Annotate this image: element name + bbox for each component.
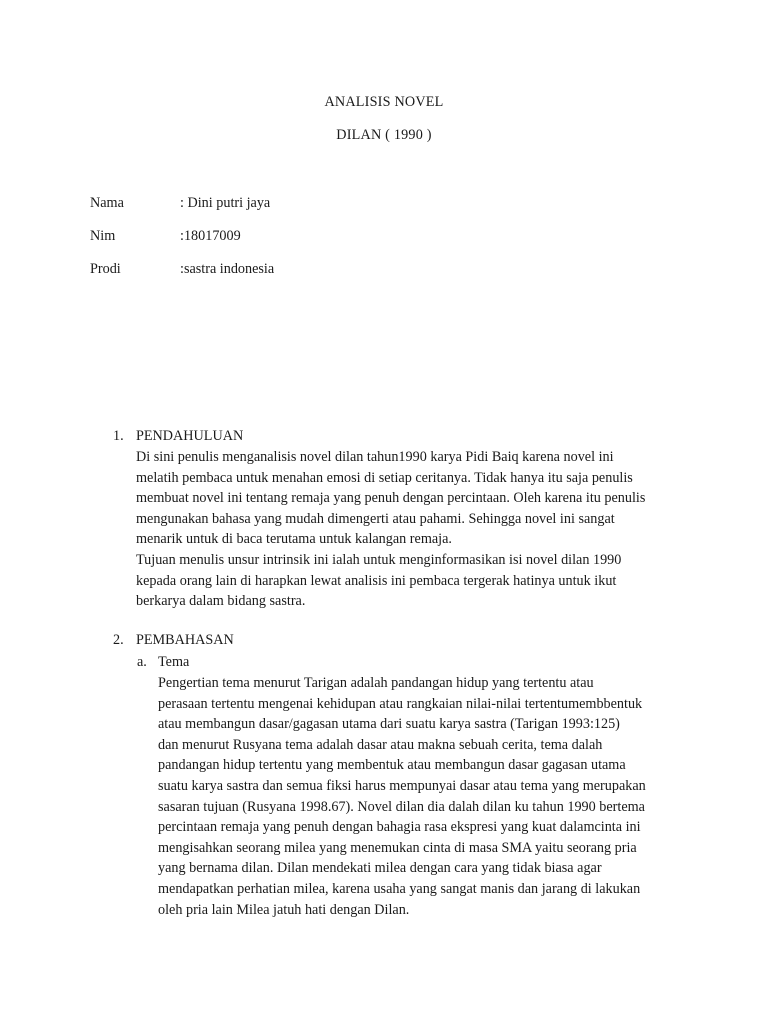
subsection-heading: Tema	[158, 654, 190, 670]
info-row-nim	[90, 228, 490, 248]
paragraph-line: mengunakan bahasa yang mudah dimengerti atau pahami. Sehingga novel ini sangat	[136, 510, 615, 527]
doc-title: ANALISIS NOVEL	[324, 94, 444, 110]
paragraph-line: suatu karya sastra dan semua fiksi harus mempunyai dasar atau tema yang merupakan	[158, 777, 646, 794]
paragraph-line: sasaran tujuan (Rusyana 1998.67). Novel dilan dia dalah dilan ku tahun 1990 bertema	[158, 798, 645, 815]
info-label: Nama	[90, 195, 124, 211]
info-row-nama	[90, 195, 490, 215]
paragraph-line: berkarya dalam bidang sastra.	[136, 593, 306, 610]
info-value: :18017009	[180, 228, 241, 244]
paragraph-line: dan menurut Rusyana tema adalah dasar atau makna sebuah cerita, tema dalah	[158, 736, 603, 753]
paragraph-line: membuat novel ini tentang remaja yang penuh dengan percintaan. Oleh karena itu penulis	[136, 490, 646, 507]
paragraph-line: Tujuan menulis unsur intrinsik ini ialah untuk menginformasikan isi novel dilan 1990	[136, 551, 622, 568]
paragraph-line: yang bernama dilan. Dilan mendekati milea dengan cara yang tidak biasa agar	[158, 860, 602, 877]
info-label: Prodi	[90, 261, 121, 277]
paragraph-line: Pengertian tema menurut Tarigan adalah pandangan hidup yang tertentu atau	[158, 675, 594, 691]
section-number: 2.	[113, 632, 124, 648]
paragraph-line: menarik untuk di baca terutama untuk kalangan remaja.	[136, 531, 452, 548]
paragraph-line: percintaan remaja yang penuh dengan bahagia rasa ekspresi yang kuat dalamcinta ini	[158, 819, 641, 836]
paragraph-line: mendapatkan perhatian milea, karena usaha yang sangat manis dan jarang di lakukan	[158, 880, 641, 897]
info-row-prodi	[90, 261, 490, 281]
info-value: :sastra indonesia	[180, 261, 275, 277]
paragraph-line: oleh pria lain Milea jatuh hati dengan Dilan.	[158, 901, 410, 918]
subsection-tema-body	[158, 673, 678, 920]
section-heading: PENDAHULUAN	[136, 428, 244, 444]
info-value: : Dini putri jaya	[180, 195, 271, 211]
paragraph-line: kepada orang lain di harapkan lewat analisis ini pembaca tergerak hatinya untuk ikut	[136, 572, 617, 589]
paragraph-line: atau membangun dasar/gagasan utama dari suatu karya sastra (Tarigan 1993:125)	[158, 716, 620, 733]
doc-subtitle: DILAN ( 1990 )	[336, 127, 432, 143]
paragraph-line: mengisahkan seorang milea yang menemukan cinta di masa SMA yaitu seorang pria	[158, 839, 637, 856]
paragraph-line: pandangan hidup tertentu yang membentuk atau membangun dasar gagasan utama	[158, 757, 626, 774]
paragraph-line: melatih pembaca untuk menahan emosi di setiap ceritanya. Tidak hanya itu saja penulis	[136, 469, 633, 486]
section-pendahuluan-body	[136, 447, 676, 612]
paragraph-line: Di sini penulis menganalisis novel dilan tahun1990 karya Pidi Baiq karena novel ini	[136, 449, 614, 465]
info-label: Nim	[90, 228, 116, 244]
section-heading: PEMBAHASAN	[136, 632, 234, 648]
subsection-number: a.	[137, 654, 147, 670]
section-number: 1.	[113, 428, 124, 444]
paragraph-line: perasaan tertentu mengenai kehidupan atau rangkaian nilai-nilai tertentumembbentuk	[158, 695, 643, 712]
